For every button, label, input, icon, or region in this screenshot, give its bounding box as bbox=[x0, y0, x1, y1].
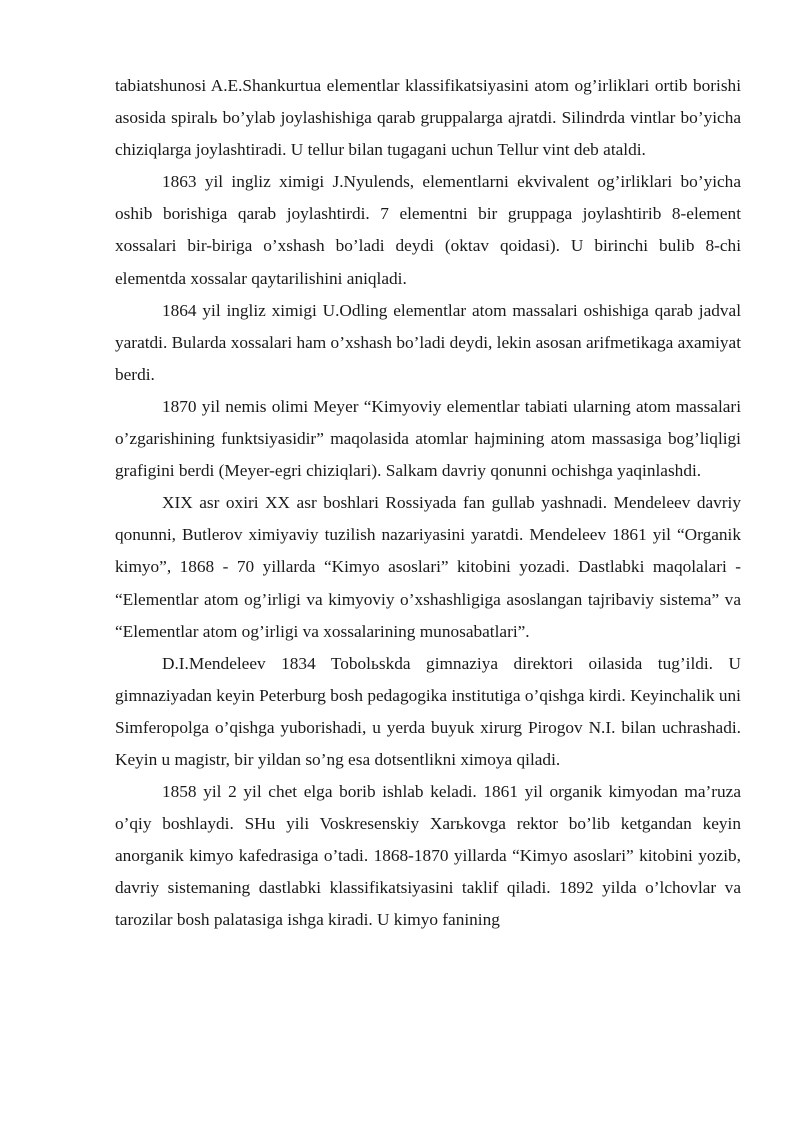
paragraph-russia-science: XIX asr oxiri XX asr boshlari Rossiyada fan gullab yashnadi. Mendeleev davriy qonunni, Butlerov ximiyaviy tuzilish nazariyasini yaratdi. Mendeleev 1861 yil “Organik kimyo”, 1868 - 70 yillarda “Kimyo asoslari” kitobini yozadi. Dastlabki maqolalari - “Elementlar atom og’irligi va kimyoviy o’xshashligiga asoslangan tajribaviy sistema” va “Elementlar atom og’irligi va xossalarining munosabatlari”. bbox=[115, 493, 741, 641]
paragraph-shankurtua: tabiatshunosi A.E.Shankurtua elementlar klassifikatsiyasini atom og’irliklari ortib borishi asosida spiralь bo’ylab joylashishiga qarab gruppalarga ajratdi. Silindrda vintlar bo’yicha chiziqlarga joylashtiradi. U tellur bilan tugagani uchun Tellur vint deb ataldi. bbox=[115, 76, 741, 160]
paragraph-mendeleev-career: 1858 yil 2 yil chet elga borib ishlab keladi. 1861 yil organik kimyodan ma’ruza o’qiy boshlaydi. SHu yili Voskresenskiy Xarьkovga rektor bo’lib ketgandan keyin anorganik kimyo kafedrasiga o’tadi. 1868-1870 yillarda “Kimyo asoslari” kitobini yozib, davriy sistemaning dastlabki klassifikatsiyasini taklif qiladi. 1892 yilda o’lchovlar va tarozilar bosh palatasiga ishga kiradi. U kimyo fanining bbox=[115, 782, 741, 930]
document-page bbox=[115, 70, 741, 937]
paragraph-odling: 1864 yil ingliz ximigi U.Odling elementlar atom massalari oshishiga qarab jadval yaratdi. Bularda xossalari ham o’xshash bo’ladi deydi, lekin asosan arifmetikaga axamiyat berdi. bbox=[115, 300, 741, 384]
paragraph-mendeleev-biography: D.I.Mendeleev 1834 Tobolьskda gimnaziya direktori oilasida tug’ildi. U gimnaziyadan keyin Peterburg bosh pedagogika institutiga o’qishga kirdi. Keyinchalik uni Simferopolga o’qishga yuborishadi, u yerda buyuk xirurg Pirogov N.I. bilan uchrashadi. Keyin u magistr, bir yildan so’ng esa dotsentlikni ximoya qiladi. bbox=[115, 653, 741, 769]
paragraph-meyer: 1870 yil nemis olimi Meyer “Kimyoviy elementlar tabiati ularning atom massalari o’zgarishining funktsiyasidir” maqolasida atomlar hajmining atom massasiga bog’liqligi grafigini berdi (Meyer-egri chiziqlari). Salkam davriy qonunni ochishga yaqinlashdi. bbox=[115, 396, 741, 481]
paragraph-nyulends: 1863 yil ingliz ximigi J.Nyulends, elementlarni ekvivalent og’irliklari bo’yicha oshib borishiga qarab joylashtirdi. 7 elementni bir gruppaga joylashtirib 8-element xossalari bir-biriga o’xshash bo’ladi deydi (oktav qoidasi). U birinchi bulib 8-chi elementda xossalar qaytarilishini aniqladi. bbox=[115, 172, 741, 288]
